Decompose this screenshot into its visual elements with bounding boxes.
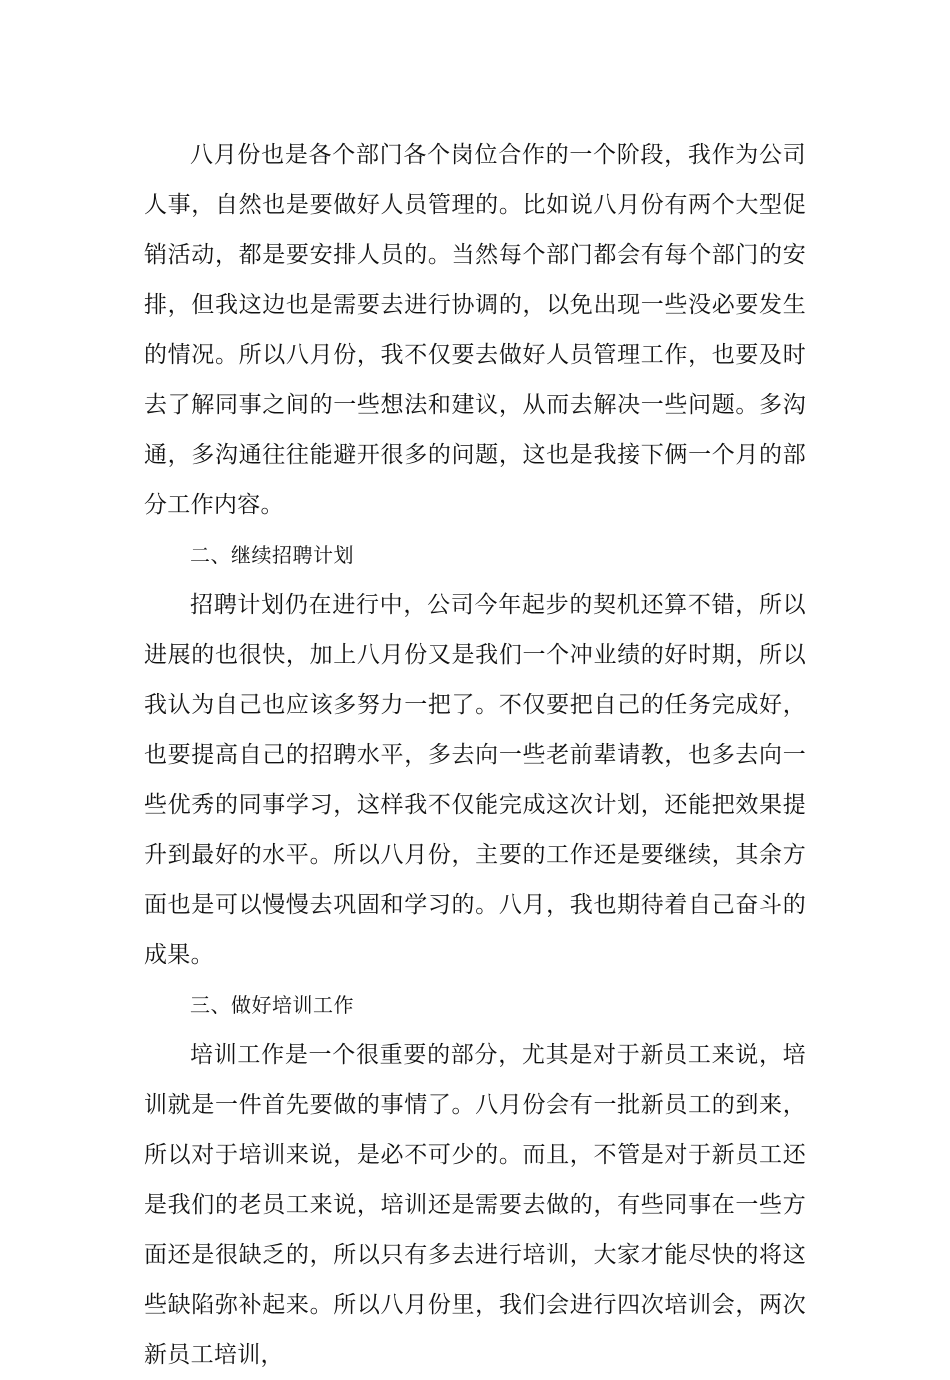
paragraph-personnel-management: 八月份也是各个部门各个岗位合作的一个阶段，我作为公司人事，自然也是要做好人员管理的。比如说八月份有两个大型促销活动，都是要安排人员的。当然每个部门都会有每个部门的安排，但我这边也是需要去进行协调的，以免出现一些没必要发生的情况。所以八月份，我不仅要去做好人员管理工作，也要及时去了解同事之间的一些想法和建议，从而去解决一些问题。多沟通，多沟通往往能避开很多的问题，这也是我接下俩一个月的部分工作内容。 xyxy=(144,142,806,518)
paragraph-training-work: 培训工作是一个很重要的部分，尤其是对于新员工来说，培训就是一件首先要做的事情了。八月份会有一批新员工的到来，所以对于培训来说，是必不可少的。而且，不管是对于新员工还是我们的老员工来说，培训还是需要去做的，有些同事在一些方面还是很缺乏的，所以只有多去进行培训，大家才能尽快的将这些缺陷弥补起来。所以八月份里，我们会进行四次培训会，两次新员工培训， xyxy=(144,1042,806,1368)
section-heading-training: 三、做好培训工作 xyxy=(190,993,354,1017)
section-heading-recruitment: 二、继续招聘计划 xyxy=(190,543,354,567)
paragraph-recruitment-plan: 招聘计划仍在进行中，公司今年起步的契机还算不错，所以进展的也很快，加上八月份又是我们一个冲业绩的好时期，所以我认为自己也应该多努力一把了。不仅要把自己的任务完成好，也要提高自己的招聘水平，多去向一些老前辈请教，也多去向一些优秀的同事学习，这样我不仅能完成这次计划，还能把效果提升到最好的水平。所以八月份，主要的工作还是要继续，其余方面也是可以慢慢去巩固和学习的。八月，我也期待着自己奋斗的成果。 xyxy=(144,592,806,968)
document-body xyxy=(144,130,806,1380)
